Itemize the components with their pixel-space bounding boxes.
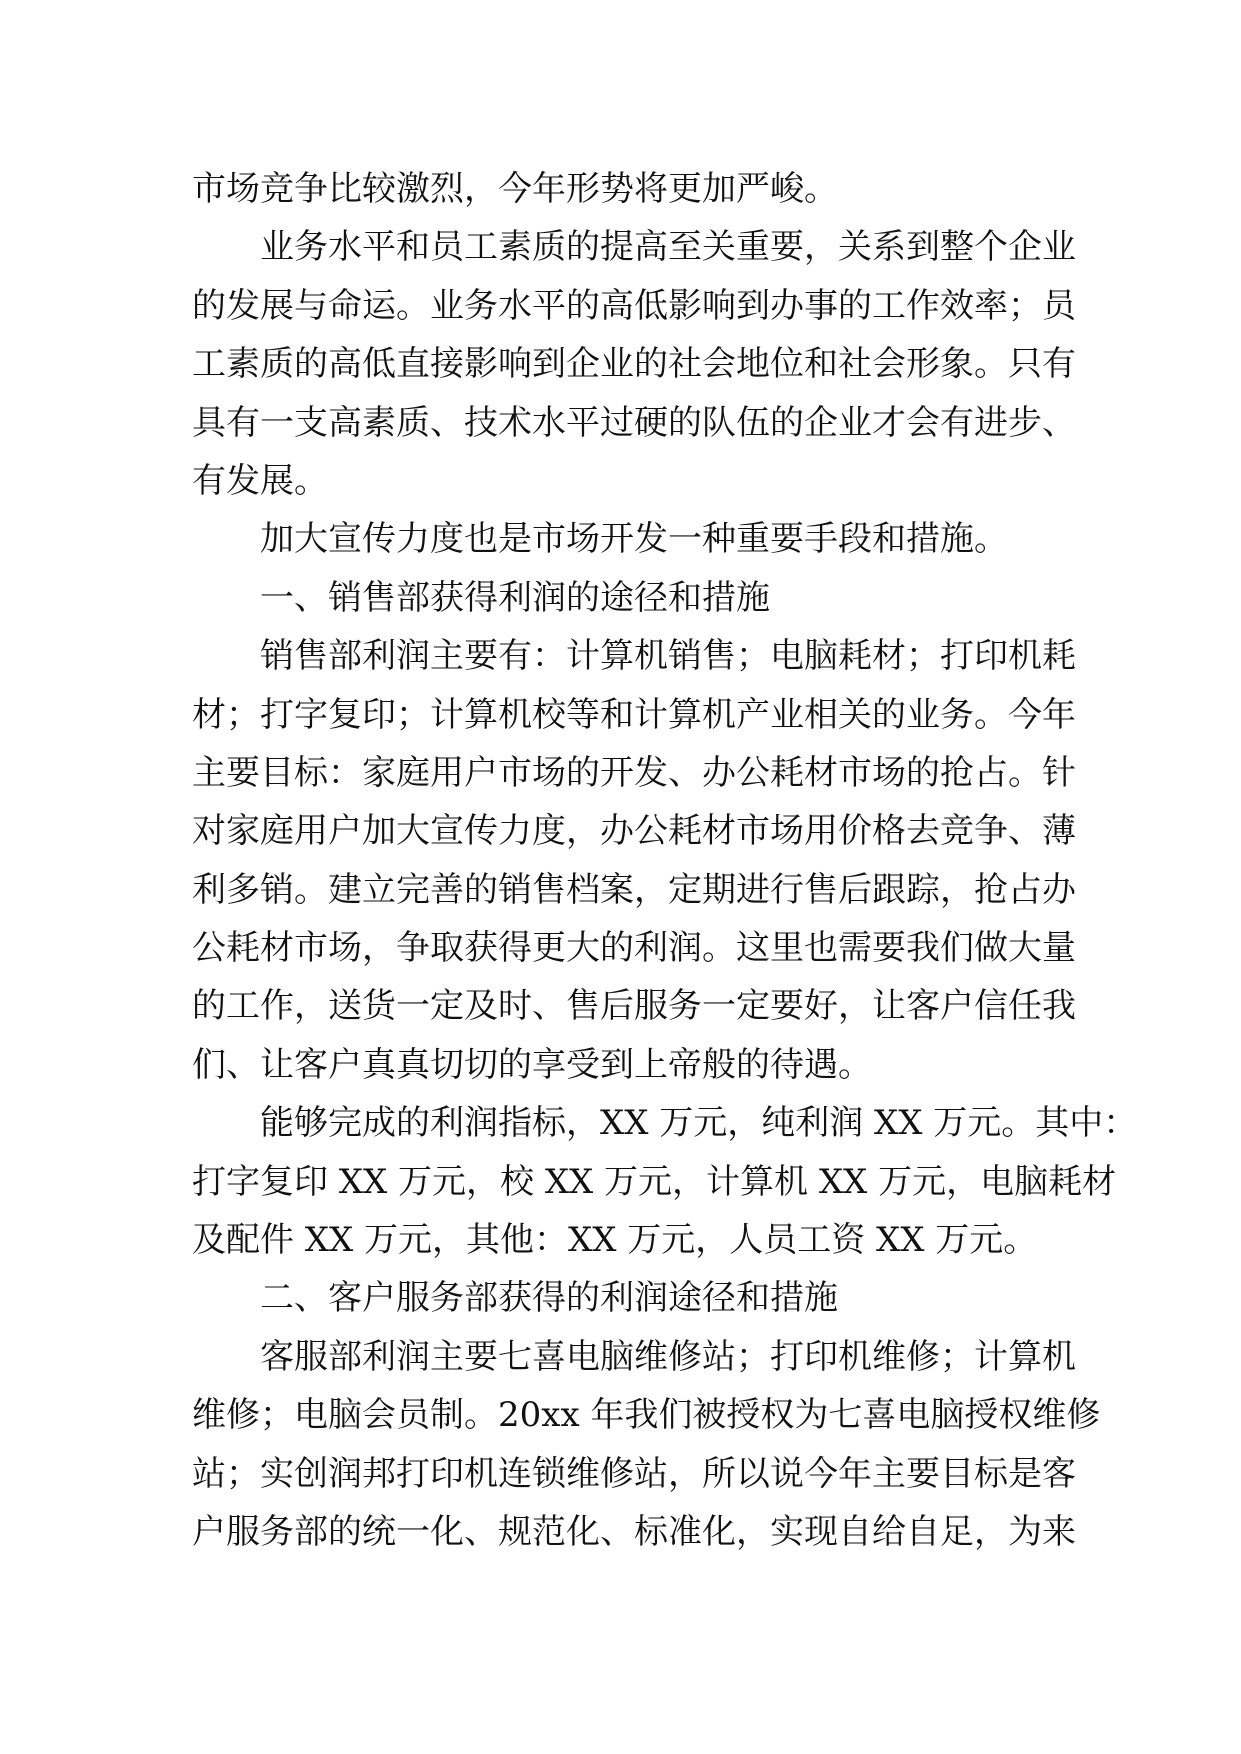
text-line: 利多销。建立完善的销售档案，定期进行售后跟踪，抢占办 <box>192 869 1076 910</box>
text-line: 及配件 XX 万元，其他：XX 万元，人员工资 XX 万元。 <box>192 1220 1038 1261</box>
text-line: 们、让客户真真切切的享受到上帝般的待遇。 <box>192 1044 872 1085</box>
text-line: 有发展。 <box>192 460 328 501</box>
text-line: 站；实创润邦打印机连锁维修站，所以说今年主要目标是客 <box>192 1453 1076 1494</box>
text-line: 具有一支高素质、技术水平过硬的队伍的企业才会有进步、 <box>192 402 1076 443</box>
document-body <box>192 160 1138 1561</box>
text-line: 户服务部的统一化、规范化、标准化，实现自给自足，为来 <box>192 1511 1076 1552</box>
text-line: 客服部利润主要七喜电脑维修站；打印机维修；计算机 <box>260 1336 1076 1377</box>
text-line: 工素质的高低直接影响到企业的社会地位和社会形象。只有 <box>192 344 1076 385</box>
section-heading: 一、销售部获得利润的途径和措施 <box>260 577 770 618</box>
text-line: 的工作，送货一定及时、售后服务一定要好，让客户信任我 <box>192 986 1076 1027</box>
text-line: 材；打字复印；计算机校等和计算机产业相关的业务。今年 <box>192 694 1076 735</box>
text-line: 业务水平和员工素质的提高至关重要，关系到整个企业 <box>260 227 1076 268</box>
text-line: 的发展与命运。业务水平的高低影响到办事的工作效率；员 <box>192 285 1076 326</box>
text-line: 打字复印 XX 万元，校 XX 万元，计算机 XX 万元，电脑耗材 <box>192 1161 1117 1202</box>
text-line: 主要目标：家庭用户市场的开发、办公耗材市场的抢占。针 <box>192 752 1076 793</box>
text-line: 对家庭用户加大宣传力度，办公耗材市场用价格去竞争、薄 <box>192 811 1076 852</box>
text-line: 市场竞争比较激烈，今年形势将更加严峻。 <box>192 169 838 209</box>
text-line: 公耗材市场，争取获得更大的利润。这里也需要我们做大量 <box>192 928 1076 969</box>
text-line: 销售部利润主要有：计算机销售；电脑耗材；打印机耗 <box>260 636 1076 677</box>
text-line: 能够完成的利润指标，XX 万元，纯利润 XX 万元。其中： <box>260 1103 1138 1144</box>
text-line: 加大宣传力度也是市场开发一种重要手段和措施。 <box>260 519 1008 560</box>
section-heading: 二、客户服务部获得的利润途径和措施 <box>260 1278 838 1319</box>
text-line: 维修；电脑会员制。20xx 年我们被授权为七喜电脑授权维修 <box>192 1395 1101 1436</box>
